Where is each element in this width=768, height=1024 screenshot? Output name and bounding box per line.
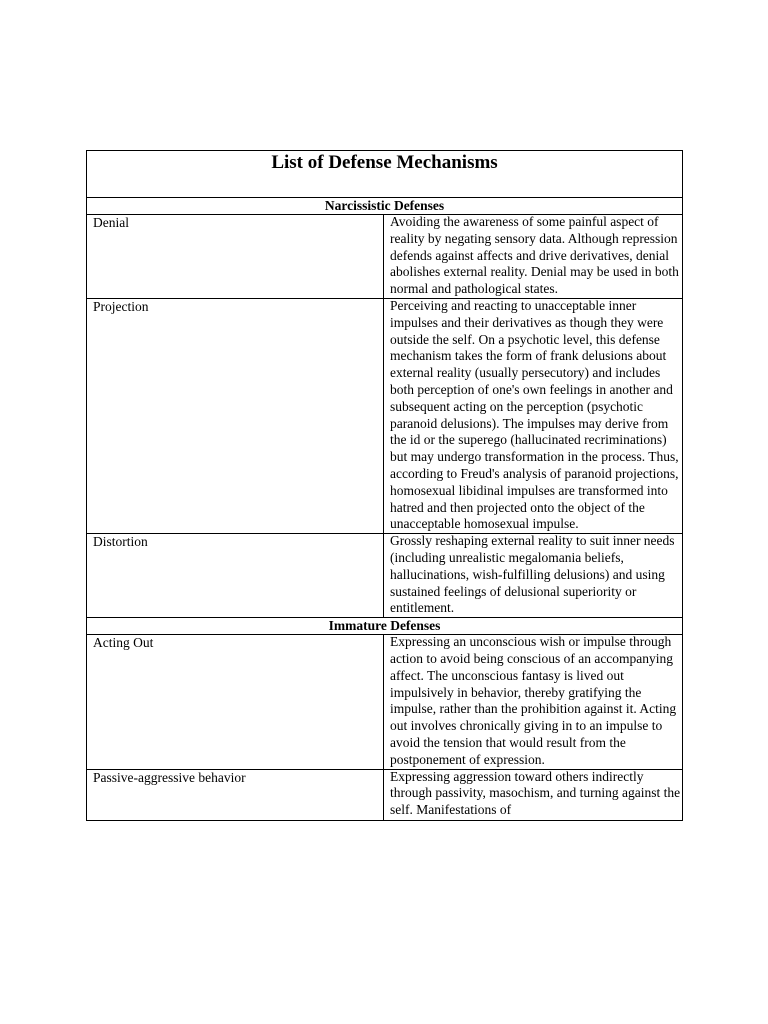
description-cell xyxy=(384,769,683,820)
table-row xyxy=(87,769,683,820)
table-row xyxy=(87,298,683,533)
term-cell: Denial xyxy=(87,215,384,299)
description-text: Grossly reshaping external reality to suit inner needs (including unrealistic megalomania beliefs, hallucinations, wish-fulfilling delusions) and using sustained feelings of delusional superiority or entitlement. xyxy=(390,533,675,616)
title-cell xyxy=(87,151,683,198)
description-cell xyxy=(384,534,683,618)
section-heading-immature: Immature Defenses xyxy=(87,618,683,635)
table-row xyxy=(87,635,683,769)
title-row xyxy=(87,151,683,198)
description-text: Perceiving and reacting to unacceptable inner impulses and their derivatives as though they were outside the self. On a psychotic level, this defense mechanism takes the form of frank delusions about external reality (usually persecutory) and includes both perception of one's own feelings in another and subsequent acting on the perception (psychotic paranoid delusions). The impulses may derive from the id or the superego (hallucinated recriminations) but may undergo transformation in the process. Thus, according to Freud's analysis of paranoid projections, homosexual libidinal impulses are transformed into hatred and then projected onto the object of the unacceptable homosexual impulse. xyxy=(390,297,679,532)
term-cell: Passive-aggressive behavior xyxy=(87,769,384,820)
table-row xyxy=(87,534,683,618)
description-clip xyxy=(390,770,682,820)
table-title: List of Defense Mechanisms xyxy=(271,152,498,173)
description-text: Avoiding the awareness of some painful aspect of reality by negating sensory data. Although repression defends against affects and drive derivatives, denial abolishes external reality. Denial may be used in both normal and pathological states. xyxy=(390,214,679,297)
description-cell xyxy=(384,215,683,299)
table-row xyxy=(87,215,683,299)
description-cell xyxy=(384,635,683,769)
section-heading-row xyxy=(87,198,683,215)
term-cell: Distortion xyxy=(87,534,384,618)
term-cell: Projection xyxy=(87,298,384,533)
description-cell xyxy=(384,298,683,533)
description-text: Expressing aggression toward others indirectly through passivity, masochism, and turning against the self. Manifestations of xyxy=(390,769,681,818)
section-heading-narcissistic: Narcissistic Defenses xyxy=(87,198,683,215)
section-heading-row xyxy=(87,618,683,635)
description-text: Expressing an unconscious wish or impulse through action to avoid being conscious of an accompanying affect. The unconscious fantasy is lived out impulsively in behavior, thereby gratifying the impulse, rather than the prohibition against it. Acting out involves chronically giving in to an impulse to avoid the tension that would result from the postponement of expression. xyxy=(390,634,677,767)
defense-mechanisms-table xyxy=(86,150,683,821)
term-cell: Acting Out xyxy=(87,635,384,769)
